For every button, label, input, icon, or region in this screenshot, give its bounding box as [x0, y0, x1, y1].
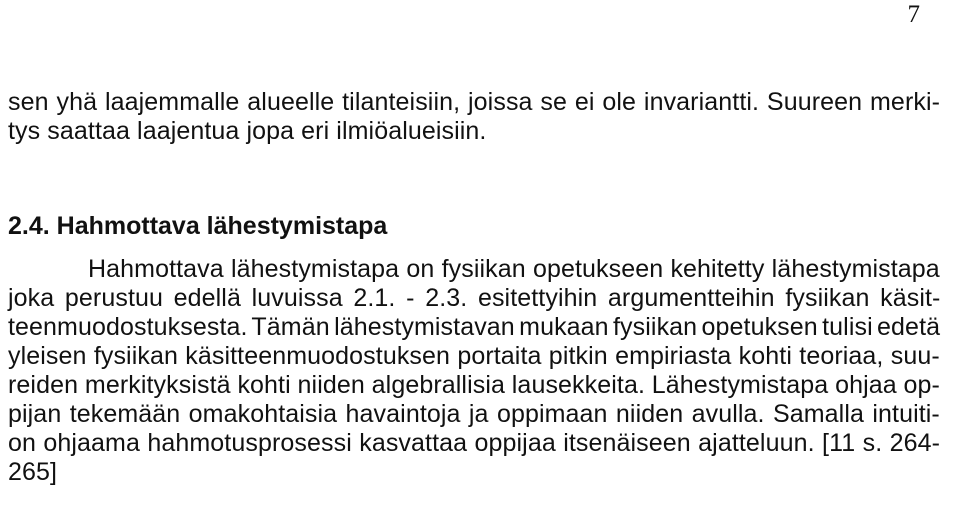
paragraph-2-line-7: on ohjaama hahmotusprosessi kasvattaa oppijaa itsenäiseen ajatteluun. [11 s. 264- — [8, 429, 941, 457]
paragraph-2-line-5: reiden merkityksistä kohti niiden algebrallisia lausekkeita. Lähestymistapa ohjaa op- — [8, 371, 940, 399]
section-heading: 2.4. Hahmottava lähestymistapa — [8, 212, 388, 240]
page-number: 7 — [907, 1, 920, 28]
paragraph-2-line-1: Hahmottava lähestymistapa on fysiikan opetukseen kehitetty lähestymistapa — [88, 255, 940, 283]
paragraph-2-line-6: pijan tekemään omakohtaisia havaintoja ja oppimaan niiden avulla. Samalla intuiti- — [8, 400, 940, 428]
paragraph-2-line-3: teenmuodostuksesta. Tämän lähestymistavan mukaan fysiikan opetuksen tulisi edetä — [8, 313, 941, 341]
paragraph-1-line-2: tys saattaa laajentua jopa eri ilmiöalueisiin. — [8, 117, 487, 145]
paragraph-2-line-8: 265] — [8, 458, 58, 486]
paragraph-2-line-4: yleisen fysiikan käsitteenmuodostuksen portaita pitkin empiriasta kohti teoriaa, suu- — [8, 342, 940, 370]
paragraph-2-line-2: joka perustuu edellä luvuissa 2.1. - 2.3. esitettyihin argumentteihin fysiikan käsit- — [8, 284, 941, 312]
paragraph-1-line-1: sen yhä laajemmalle alueelle tilanteisiin, joissa se ei ole invariantti. Suureen merki- — [8, 88, 941, 116]
